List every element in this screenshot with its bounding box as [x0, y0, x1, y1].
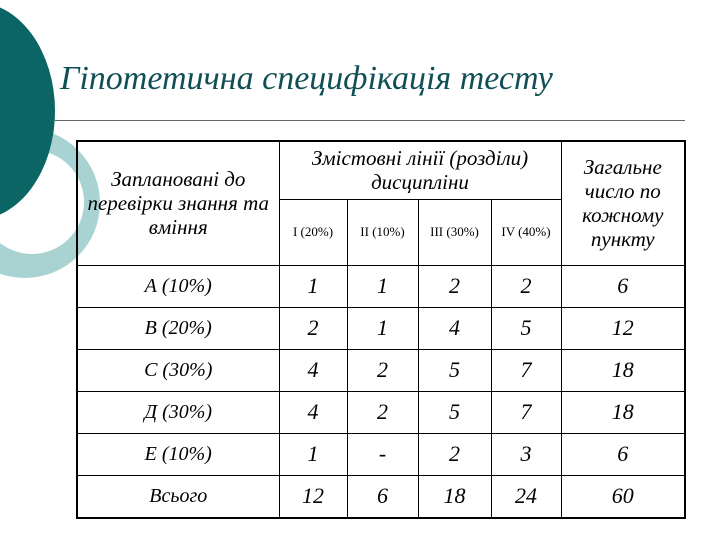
cell-value: 6	[347, 475, 418, 518]
cell-value: 2	[418, 433, 491, 475]
table-row-total	[77, 475, 685, 518]
cell-value: 24	[491, 475, 561, 518]
cell-total: 18	[561, 391, 685, 433]
row-label: С (30%)	[77, 349, 279, 391]
subheader-section-3: III (30%)	[418, 199, 491, 265]
cell-value: 4	[418, 307, 491, 349]
subheader-section-1: I (20%)	[279, 199, 347, 265]
row-label: В (20%)	[77, 307, 279, 349]
cell-value: 2	[347, 391, 418, 433]
table-row	[77, 349, 685, 391]
row-label: Е (10%)	[77, 433, 279, 475]
table-row	[77, 433, 685, 475]
cell-total: 6	[561, 265, 685, 307]
slide-title: Гіпотетична специфікація тесту	[60, 60, 553, 97]
header-content-lines: Змістовні лінії (розділи) дисципліни	[279, 141, 561, 199]
cell-value: -	[347, 433, 418, 475]
subheader-section-2: II (10%)	[347, 199, 418, 265]
cell-value: 1	[347, 307, 418, 349]
cell-total: 6	[561, 433, 685, 475]
table-row	[77, 307, 685, 349]
header-total-per-item: Загальне число по кожному пункту	[561, 141, 685, 265]
cell-value: 1	[279, 265, 347, 307]
cell-value: 7	[491, 349, 561, 391]
header-planned-skills: Заплановані до перевірки знання та вміння	[77, 141, 279, 265]
cell-value: 5	[418, 349, 491, 391]
row-label: Д (30%)	[77, 391, 279, 433]
cell-value: 2	[347, 349, 418, 391]
cell-value: 7	[491, 391, 561, 433]
cell-value: 5	[418, 391, 491, 433]
cell-value: 4	[279, 349, 347, 391]
cell-total: 18	[561, 349, 685, 391]
cell-value: 4	[279, 391, 347, 433]
cell-value: 12	[279, 475, 347, 518]
row-label: А (10%)	[77, 265, 279, 307]
cell-value: 3	[491, 433, 561, 475]
cell-value: 5	[491, 307, 561, 349]
cell-total: 60	[561, 475, 685, 518]
cell-value: 2	[279, 307, 347, 349]
cell-value: 2	[418, 265, 491, 307]
subheader-section-4: IV (40%)	[491, 199, 561, 265]
row-label: Всього	[77, 475, 279, 518]
cell-value: 1	[347, 265, 418, 307]
cell-value: 18	[418, 475, 491, 518]
cell-total: 12	[561, 307, 685, 349]
cell-value: 1	[279, 433, 347, 475]
table-row	[77, 265, 685, 307]
title-divider	[55, 120, 685, 121]
cell-value: 2	[491, 265, 561, 307]
table-row	[77, 391, 685, 433]
specification-table	[76, 140, 686, 519]
